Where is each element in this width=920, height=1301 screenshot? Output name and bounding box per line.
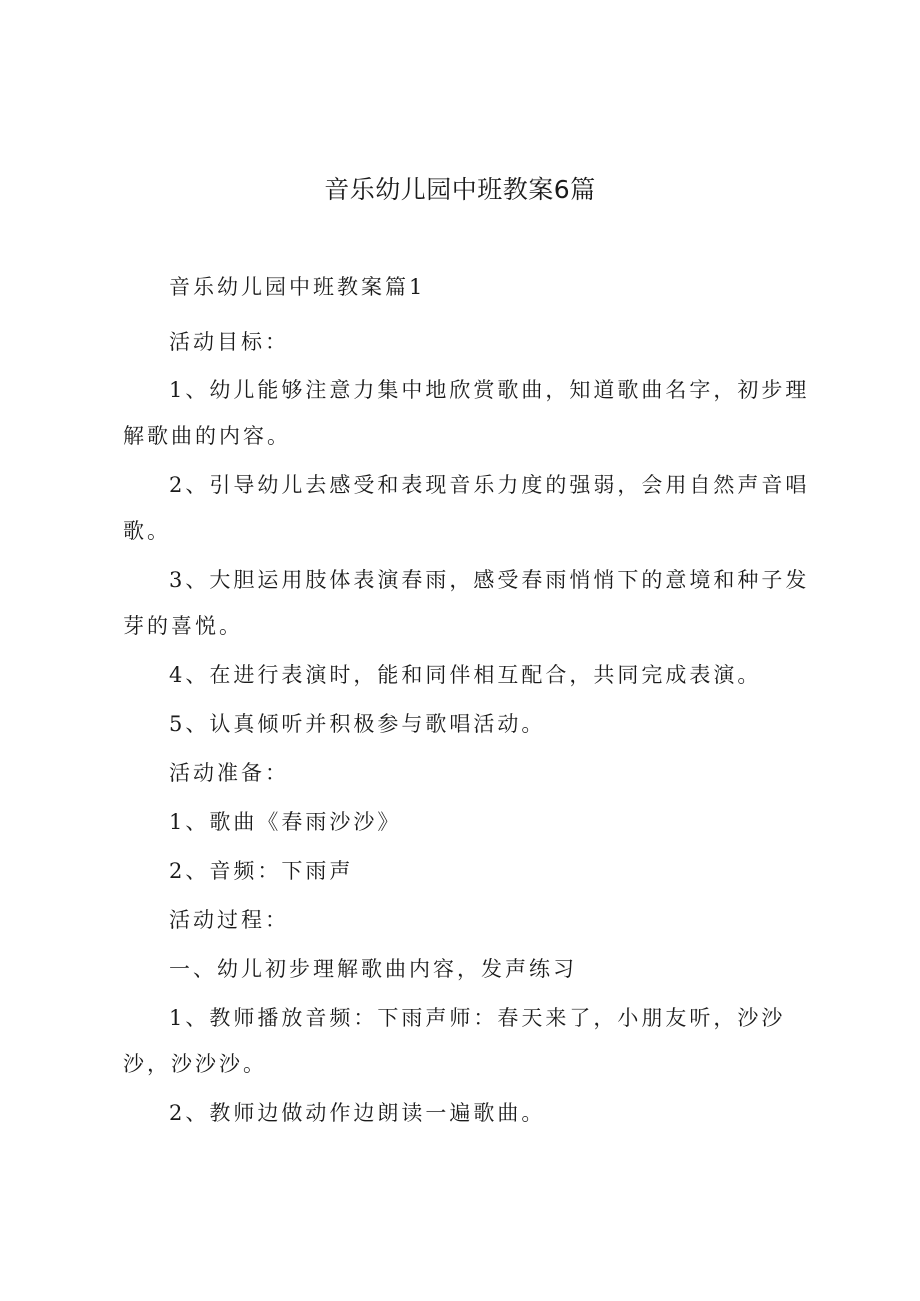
paragraph-7: 5、认真倾听并积极参与歌唱活动。 — [169, 712, 546, 736]
paragraph-2: 活动目标： — [169, 330, 289, 354]
paragraph-14: 2、教师边做动作边朗读一遍歌曲。 — [169, 1101, 546, 1125]
paragraph-1: 音乐幼儿园中班教案篇1 — [169, 275, 426, 299]
paragraph-12: 一、幼儿初步理解歌曲内容，发声练习 — [169, 957, 577, 981]
document-title: 音乐幼儿园中班教案6篇 — [324, 175, 596, 204]
paragraph-5: 3、大胆运用肢体表演春雨，感受春雨悄悄下的意境和种子发芽的喜悦。 — [123, 568, 810, 638]
paragraph-3: 1、幼儿能够注意力集中地欣赏歌曲，知道歌曲名字，初步理解歌曲的内容。 — [123, 378, 810, 448]
paragraph-11: 活动过程： — [169, 908, 289, 932]
paragraph-4: 2、引导幼儿去感受和表现音乐力度的强弱，会用自然声音唱歌。 — [123, 473, 810, 543]
paragraph-13: 1、教师播放音频：下雨声师：春天来了，小朋友听，沙沙沙，沙沙沙。 — [123, 1006, 786, 1076]
paragraph-9: 1、歌曲《春雨沙沙》 — [169, 810, 402, 834]
paragraph-8: 活动准备： — [169, 761, 289, 785]
paragraph-10: 2、音频：下雨声 — [169, 859, 354, 883]
paragraph-6: 4、在进行表演时，能和同伴相互配合，共同完成表演。 — [169, 663, 762, 687]
